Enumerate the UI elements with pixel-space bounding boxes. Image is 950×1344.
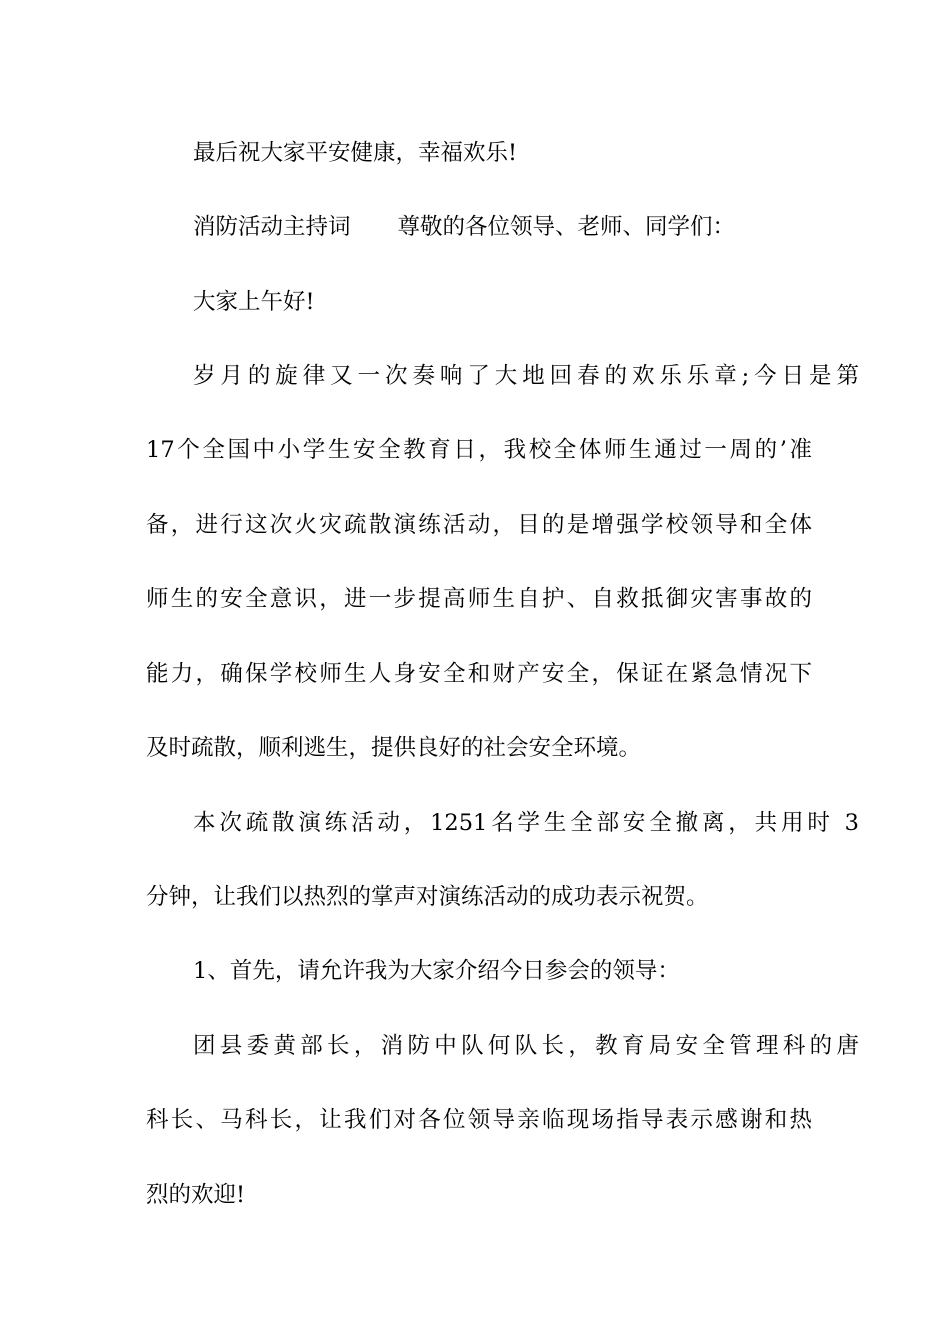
paragraph-line: 1、首先，请允许我为大家介绍今日参会的领导： bbox=[193, 958, 680, 984]
closing-wish-line bbox=[146, 138, 517, 168]
greeting-line bbox=[146, 287, 315, 317]
paragraph-line: 师生的安全意识，进一步提高师生自护、自救抵御灾害事故的 bbox=[146, 586, 812, 612]
paragraph-line: 团县委黄部长，消防中队何队长，教育局安全管理科的唐 bbox=[193, 1033, 859, 1059]
salutation: 尊敬的各位领导、老师、同学们： bbox=[397, 214, 736, 240]
paragraph-line: 岁月的旋律又一次奏响了大地回春的欢乐乐章;今日是第 bbox=[193, 363, 859, 389]
paragraph-line: 烈的欢迎! bbox=[146, 1182, 246, 1208]
paragraph-line: 本次疏散演练活动，1251名学生全部安全撤离，共用时 3 bbox=[193, 810, 859, 836]
paragraph-line: 备，进行这次火灾疏散演练活动，目的是增强学校领导和全体 bbox=[146, 512, 812, 538]
paragraph-line: 及时疏散，顺利逃生，提供良好的社会安全环境。 bbox=[146, 735, 642, 761]
paragraph-text: 最后祝大家平安健康，幸福欢乐! bbox=[193, 140, 518, 166]
paragraph-line: 17个全国中小学生安全教育日，我校全体师生通过一周的’准 bbox=[146, 437, 812, 463]
paragraph-line: 能力，确保学校师生人身安全和财产安全，保证在紧急情况下 bbox=[146, 661, 812, 687]
speech-title-line bbox=[146, 212, 735, 242]
speech-title: 消防活动主持词 bbox=[193, 214, 351, 240]
paragraph-line: 分钟，让我们以热烈的掌声对演练活动的成功表示祝贺。 bbox=[146, 884, 709, 910]
paragraph-line: 科长、马科长，让我们对各位领导亲临现场指导表示感谢和热 bbox=[146, 1107, 812, 1133]
paragraph-text: 大家上午好! bbox=[193, 289, 315, 315]
